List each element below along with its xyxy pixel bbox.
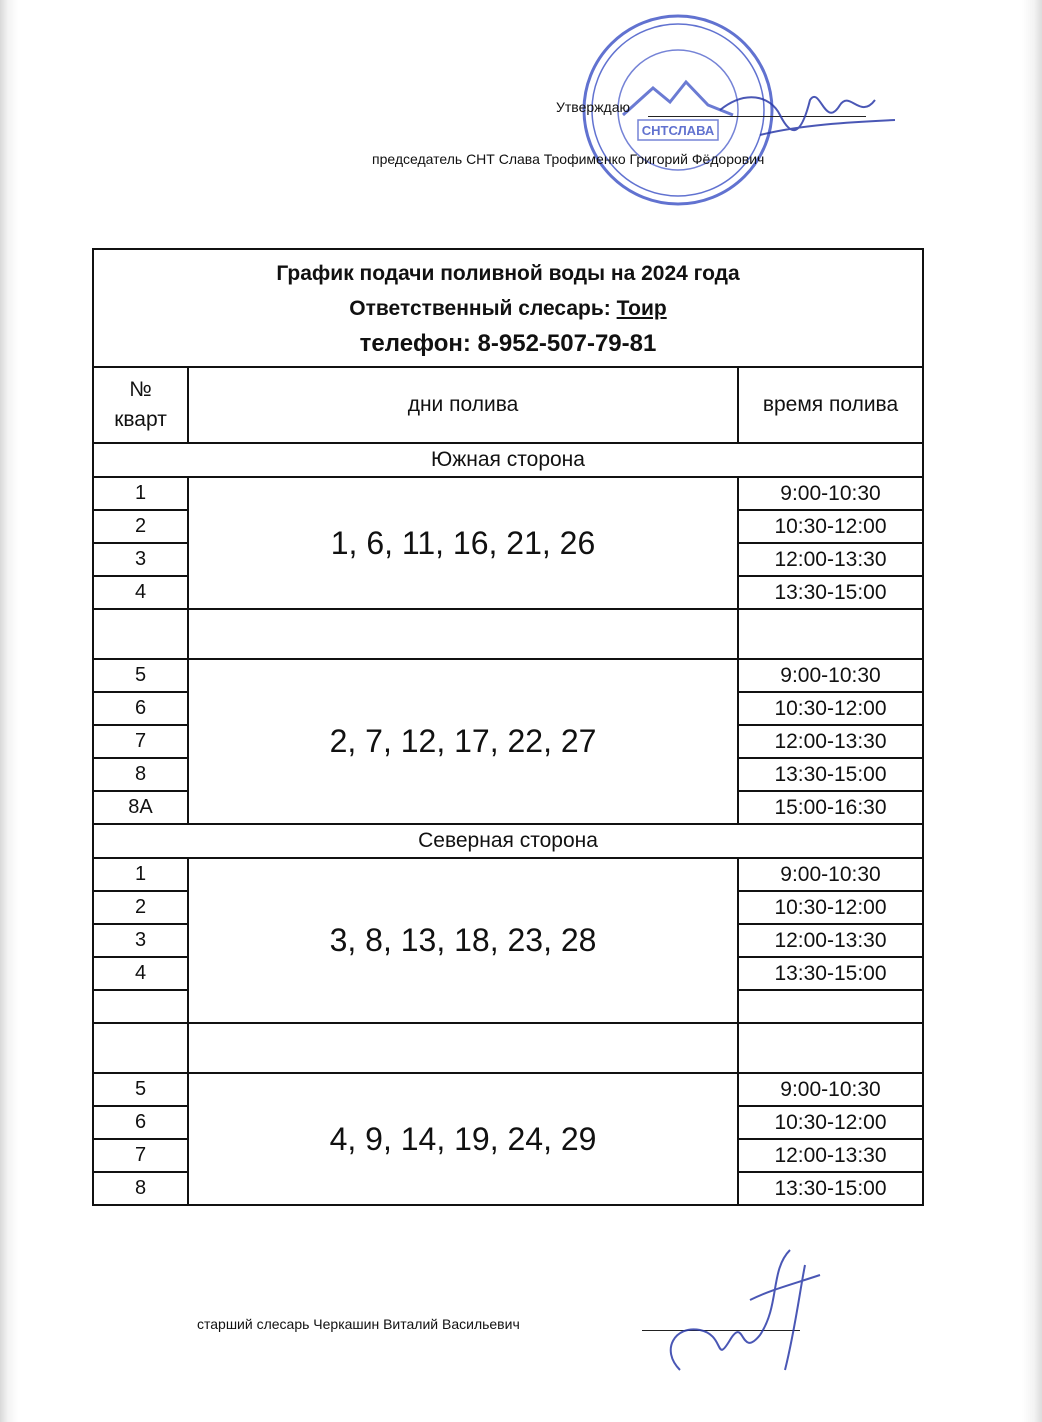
block-number-cell: 4 bbox=[93, 957, 188, 990]
responsible-line bbox=[94, 292, 922, 326]
block-number-cell: 6 bbox=[93, 1106, 188, 1139]
phone-line: телефон: 8-952-507-79-81 bbox=[359, 330, 657, 357]
watering-time-cell: 15:00-16:30 bbox=[738, 791, 923, 824]
empty-cell bbox=[93, 609, 188, 659]
approve-label: Утверждаю bbox=[556, 99, 630, 115]
watering-time-cell: 12:00-13:30 bbox=[738, 543, 923, 576]
column-header-days: дни полива bbox=[188, 367, 738, 443]
empty-cell bbox=[188, 609, 738, 659]
watering-time-cell bbox=[738, 990, 923, 1023]
watering-time-cell: 13:30-15:00 bbox=[738, 1172, 923, 1205]
empty-cell bbox=[738, 1023, 923, 1073]
block-number-cell: 8 bbox=[93, 1172, 188, 1205]
watering-time-cell: 9:00-10:30 bbox=[738, 477, 923, 510]
block-number-cell: 3 bbox=[93, 924, 188, 957]
senior-locksmith-line: старший слесарь Черкашин Виталий Васильевич bbox=[197, 1316, 520, 1332]
section-header-north: Северная сторона bbox=[93, 824, 923, 858]
watering-days-cell: 2, 7, 12, 17, 22, 27 bbox=[188, 659, 738, 824]
column-header-block: № кварт bbox=[93, 367, 188, 443]
block-number-cell: 7 bbox=[93, 725, 188, 758]
block-number-cell: 8 bbox=[93, 758, 188, 791]
empty-cell bbox=[738, 609, 923, 659]
empty-cell bbox=[93, 1023, 188, 1073]
block-number-cell: 5 bbox=[93, 659, 188, 692]
watering-time-cell: 10:30-12:00 bbox=[738, 891, 923, 924]
watering-time-cell: 9:00-10:30 bbox=[738, 659, 923, 692]
watering-time-cell: 12:00-13:30 bbox=[738, 1139, 923, 1172]
responsible-name: Тоир bbox=[616, 297, 667, 320]
schedule-title: График подачи поливной воды на 2024 года bbox=[276, 262, 740, 285]
block-number-cell: 1 bbox=[93, 858, 188, 891]
seal-text: СНТСЛАВА bbox=[641, 123, 715, 138]
locksmith-signature-icon bbox=[620, 1230, 840, 1380]
block-number-cell: 8А bbox=[93, 791, 188, 824]
empty-cell bbox=[188, 1023, 738, 1073]
block-number-cell: 3 bbox=[93, 543, 188, 576]
watering-days-cell: 1, 6, 11, 16, 21, 26 bbox=[188, 477, 738, 609]
chairman-signature-icon bbox=[700, 80, 900, 160]
section-header-south: Южная сторона bbox=[93, 443, 923, 477]
watering-days-cell: 3, 8, 13, 18, 23, 28 bbox=[188, 858, 738, 1023]
block-number-cell: 2 bbox=[93, 891, 188, 924]
block-number-cell: 7 bbox=[93, 1139, 188, 1172]
watering-time-cell: 12:00-13:30 bbox=[738, 924, 923, 957]
watering-time-cell: 10:30-12:00 bbox=[738, 692, 923, 725]
block-number-cell: 4 bbox=[93, 576, 188, 609]
block-number-cell: 6 bbox=[93, 692, 188, 725]
block-number-cell: 2 bbox=[93, 510, 188, 543]
watering-time-cell: 9:00-10:30 bbox=[738, 858, 923, 891]
watering-time-cell: 13:30-15:00 bbox=[738, 957, 923, 990]
watering-schedule-table bbox=[92, 248, 924, 1206]
watering-time-cell: 10:30-12:00 bbox=[738, 1106, 923, 1139]
watering-days-cell: 4, 9, 14, 19, 24, 29 bbox=[188, 1073, 738, 1205]
block-number-cell bbox=[93, 990, 188, 1023]
responsible-label: Ответственный слесарь: bbox=[349, 297, 611, 320]
table-header bbox=[93, 249, 923, 367]
schedule-table-wrapper bbox=[92, 248, 924, 1206]
chairman-line: председатель СНТ Слава Трофименко Григорий Фёдорович bbox=[372, 151, 765, 167]
block-number-cell: 1 bbox=[93, 477, 188, 510]
watering-time-cell: 12:00-13:30 bbox=[738, 725, 923, 758]
watering-time-cell: 13:30-15:00 bbox=[738, 758, 923, 791]
block-number-cell: 5 bbox=[93, 1073, 188, 1106]
watering-time-cell: 13:30-15:00 bbox=[738, 576, 923, 609]
column-header-time: время полива bbox=[738, 367, 923, 443]
watering-time-cell: 9:00-10:30 bbox=[738, 1073, 923, 1106]
watering-time-cell: 10:30-12:00 bbox=[738, 510, 923, 543]
